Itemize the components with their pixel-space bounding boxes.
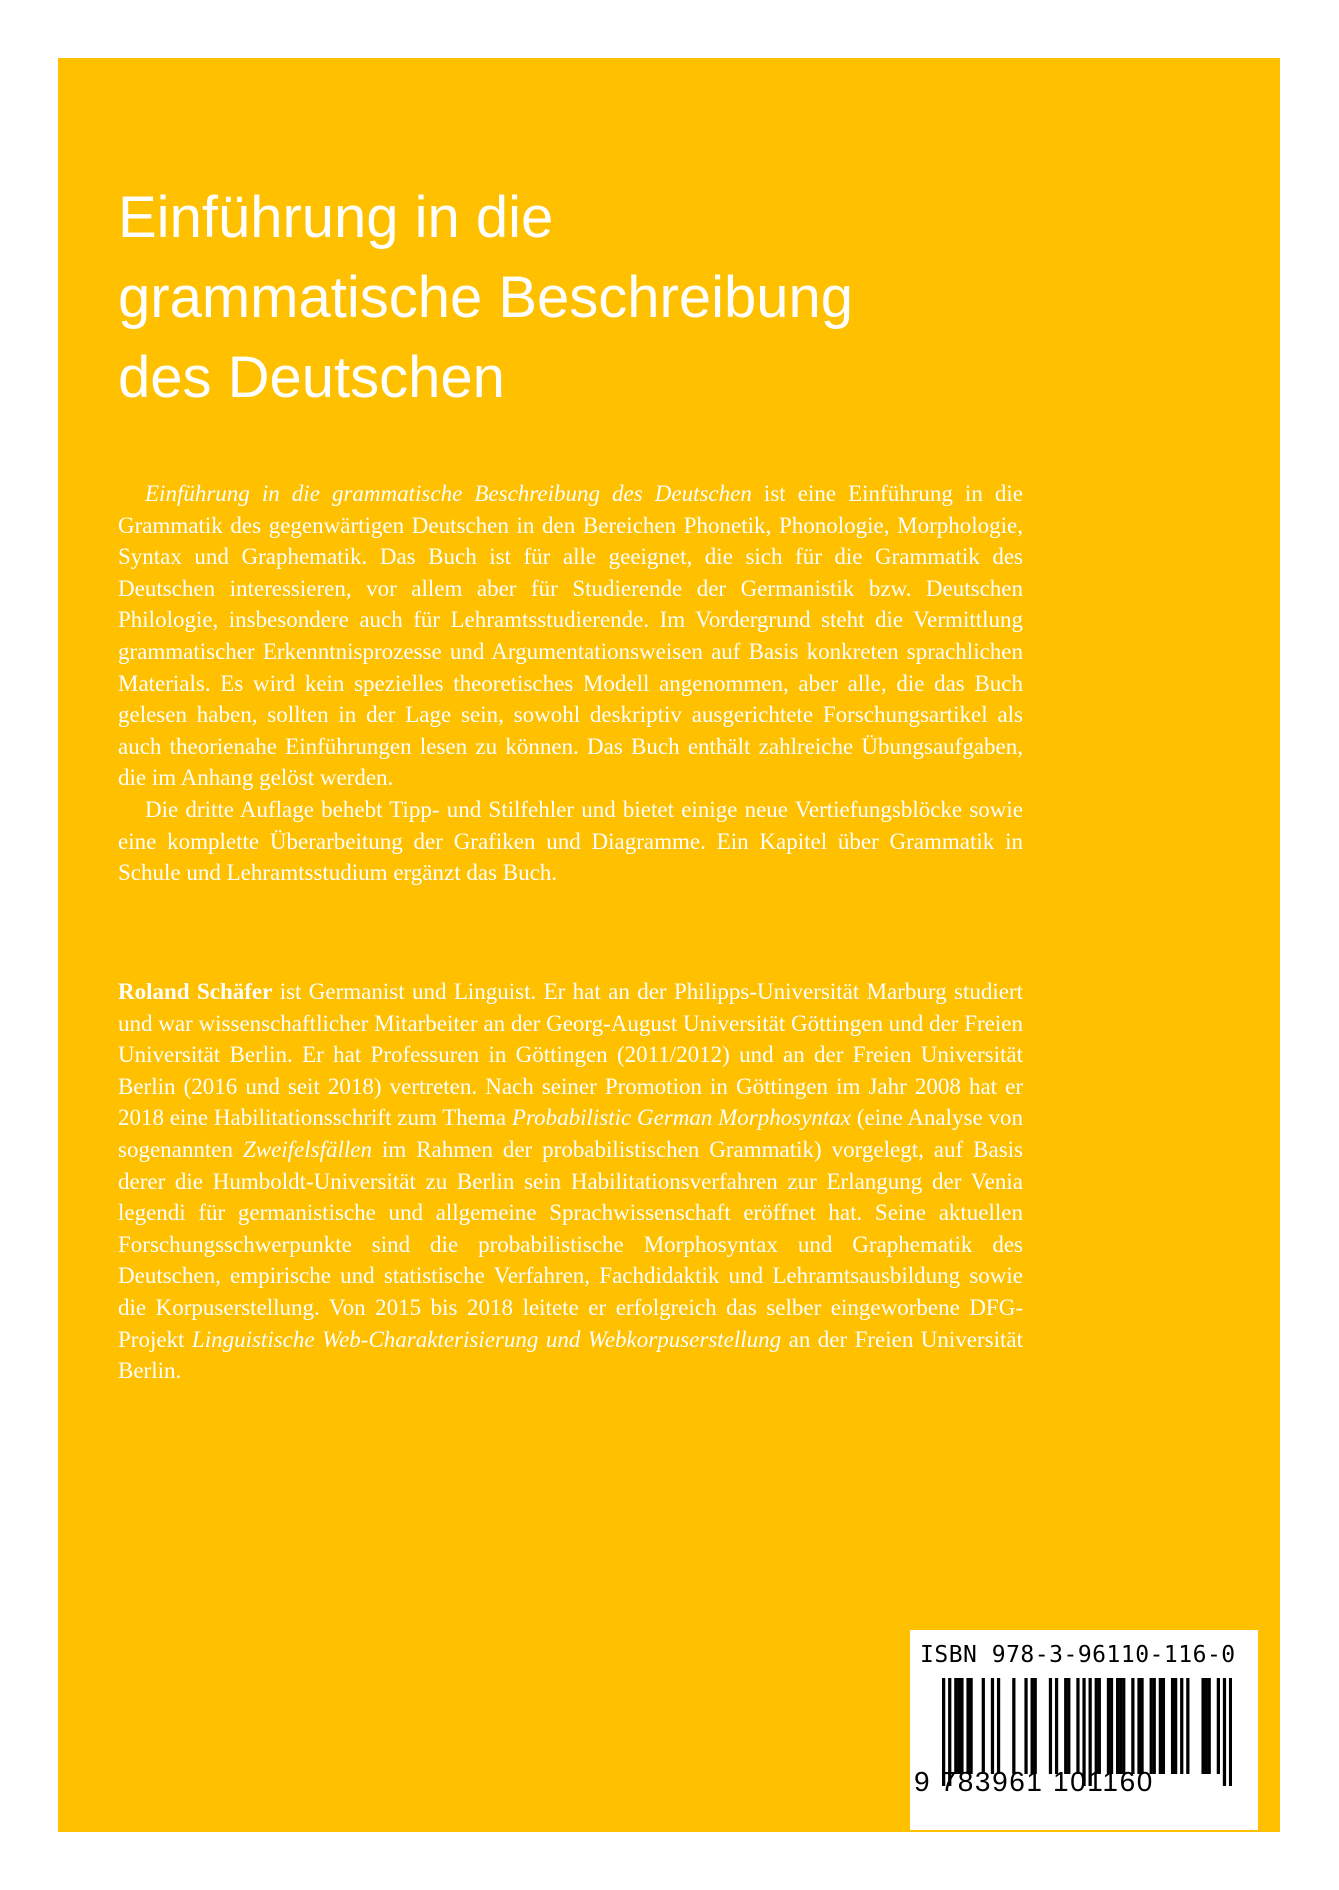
back-cover [58,58,1280,1832]
barcode-bar [1110,1678,1113,1774]
title-line-2: grammatische Beschreibung [118,265,854,330]
description-paragraph-1 [118,478,1023,794]
barcode-bar [1180,1678,1183,1774]
author-text-3: im Rahmen der probabilistischen Grammatik) vorgelegt, auf Basis derer die Humboldt-Universität zu Berlin sein Habilitationsverfahren zur Erlangung der Venia legendi für germanistische und allgemeine Sprachwissenschaft eröffnet hat. Seine aktuellen Forschungsschwerpunkte sind die probabilistische Morphosyntax und Graphematik des Deutschen, empirische und statistische Verfahren, Fachdidaktik und Lehramtsausbildung sowie die Korpuserstellung. Von 2015 bis 2018 leitete er erfolgreich das selber eingeworbene DFG-Projekt [118,1136,1023,1352]
author-text-2: (eine Analyse von sogenannten [118,1105,1023,1162]
author-text-4: an der Freien Universität Berlin. [118,1326,1023,1384]
barcode-bar [1031,1678,1034,1774]
barcode-bar [1201,1678,1204,1774]
barcode-bar [1208,1678,1211,1774]
isbn-barcode-box [910,1630,1258,1830]
barcode-bar [1153,1678,1156,1774]
barcode-bar [1122,1678,1125,1774]
barcode-bar [1076,1678,1079,1774]
barcode-bar [1067,1678,1070,1774]
barcode-bar [1024,1678,1027,1774]
barcode-bar [1034,1678,1037,1774]
barcode-bar [1095,1678,1098,1774]
author-bio [118,976,1023,1387]
barcode-bar [966,1678,969,1774]
author-paragraph [118,976,1023,1387]
barcode-bar [969,1678,972,1774]
barcode-bar [1205,1678,1208,1774]
barcode-bar [1131,1678,1134,1774]
barcode-bar [1171,1678,1174,1774]
description-book-title: Einführung in die grammatische Beschreibung des Deutschen [145,481,752,506]
barcode-bar [1098,1678,1101,1774]
barcode-bar [1055,1678,1058,1774]
barcode-bar [1140,1678,1143,1774]
author-text-1: ist Germanist und Linguist. Er hat an der Philipps-Universität Marburg studiert und war wissenschaftlicher Mitarbeiter an der Georg-August Universität Göttingen und der Freien Universität Berlin. Er hat Professuren in Göttingen (2011/2012) und an der Freien Universität Berlin (2016 und seit 2018) vertreten. Nach seiner Promotion in Göttingen im Jahr 2008 hat er 2018 eine Habilitationsschrift zum Thema [118,979,1024,1131]
barcode-bar [957,1678,960,1774]
author-name: Roland Schäfer [118,979,273,1004]
author-italic-3: Linguistische Web-Charakterisierung und Webkorpuserstellung [191,1326,782,1352]
barcode-bar [982,1678,985,1774]
author-italic-1: Probabilistic German Morphosyntax [511,1105,852,1131]
description-text-1: ist eine Einführung in die Grammatik des gegenwärtigen Deutschen in den Bereichen Phonetik, Phonologie, Morphologie, Syntax und Graphematik. Das Buch ist für alle geeignet, die sich für die Grammatik des Deutschen interessieren, vor allem aber für Studierende der Germanistik bzw. Deutschen Philologie, insbesondere auch für Lehramtsstudierende. Im Vordergrund steht die Vermittlung grammatischer Erkenntnisprozesse und Argumentationsweisen auf Basis konkreten sprachlichen Materials. Es wird kein spezielles theoretisches Modell angenommen, aber alle, die das Buch gelesen haben, sollten in der Lage sein, sowohl deskriptiv ausgerichtete Forschungsartikel als auch theorienahe Einführungen lesen zu können. Das Buch enthält zahlreiche Übungsaufgaben, die im Anhang gelöst werden. [118,481,1023,791]
barcode-bar [1150,1678,1153,1774]
barcode-bar [1162,1678,1165,1774]
isbn-digits: 9 783961 101160 [914,1766,1154,1797]
barcode-bar [960,1678,963,1774]
title-line-1: Einführung in die [118,185,554,250]
isbn-label: ISBN 978-3-96110-116-0 [920,1642,1236,1668]
barcode-bar [1116,1678,1119,1774]
barcode-bar [997,1678,1000,1774]
barcode-bar [1064,1678,1067,1774]
book-description [118,478,1023,889]
barcode-bar [1049,1678,1052,1774]
description-paragraph-2: Die dritte Auflage behebt Tipp- und Stilfehler und bietet einige neue Vertiefungsblöcke sowie eine komplette Überarbeitung der Grafiken und Diagramme. Ein Kapitel über Grammatik in Schule und Lehramtsstudium ergänzt das Buch. [118,796,1023,886]
barcode-bar [1159,1678,1162,1774]
barcode-bar [1217,1678,1220,1774]
barcode-bar [1186,1678,1189,1774]
barcode-bar [1012,1678,1015,1774]
barcode-bar [1107,1678,1110,1774]
barcode-bar [954,1678,957,1774]
book-title [118,178,1018,418]
author-italic-2: Zweifelsfällen [242,1136,372,1162]
barcode-bar [1174,1678,1177,1774]
barcode-bar [991,1678,994,1774]
barcode-bar [1137,1678,1140,1774]
title-line-3: des Deutschen [118,345,505,410]
barcode-bar [1119,1678,1122,1774]
